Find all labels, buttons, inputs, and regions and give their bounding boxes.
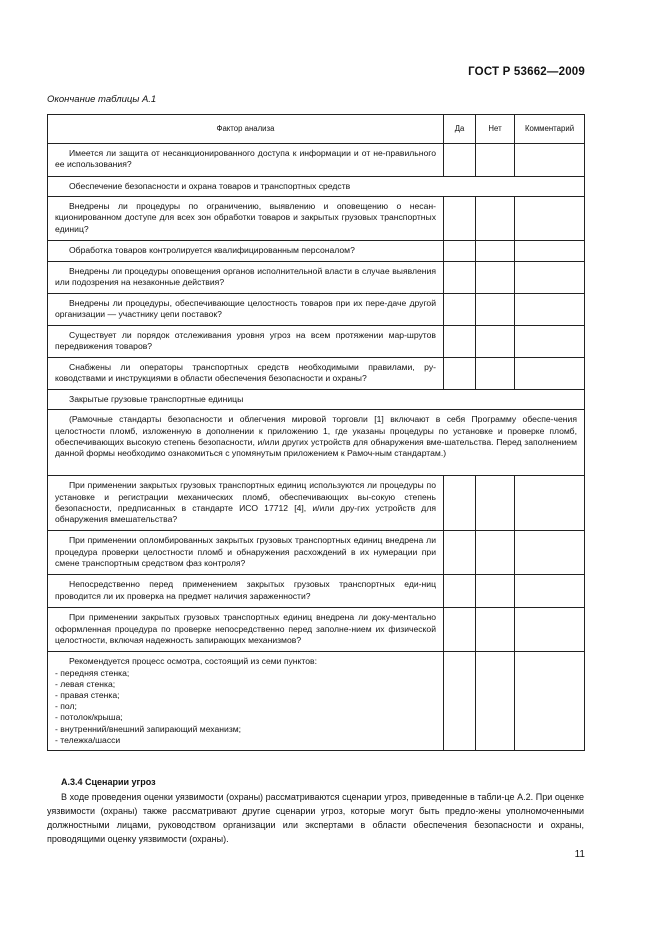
- yes-cell[interactable]: [444, 294, 476, 326]
- factor-cell: Внедрены ли процедуры, обеспечивающие целостность товаров при их пере-даче другой организации — участнику цепи поставок?: [48, 294, 444, 326]
- yes-cell[interactable]: [444, 197, 476, 241]
- list-item: - тележка/шасси: [55, 734, 121, 745]
- factor-cell: [48, 652, 444, 751]
- list-item: - пол;: [55, 701, 77, 712]
- comment-cell[interactable]: [515, 575, 585, 608]
- comment-cell[interactable]: [515, 197, 585, 241]
- comment-cell[interactable]: [515, 294, 585, 326]
- inspection-list: [55, 668, 436, 746]
- comment-cell[interactable]: [515, 262, 585, 294]
- section-title-cell: Закрытые грузовые транспортные единицы: [48, 390, 585, 410]
- yes-cell[interactable]: [444, 575, 476, 608]
- col-header-factor: Фактор анализа: [48, 115, 444, 144]
- yes-cell[interactable]: [444, 652, 476, 751]
- comment-cell[interactable]: [515, 241, 585, 262]
- factor-cell: При применении опломбированных закрытых грузовых транспортных единиц внедрена ли процедура проверки целостности пломб и обнаружения расхождений в их нумерации при смене транспортным средством фаз контроля?: [48, 531, 444, 575]
- no-cell[interactable]: [476, 476, 515, 531]
- table-note-row: [48, 410, 585, 476]
- col-header-no: Нет: [476, 115, 515, 144]
- factor-cell: При применении закрытых грузовых транспортных единиц используются ли процедуры по установке и регистрации механических пломб, обеспечивающих вы-сокую степень безопасности, предписанных в стандарте ИСО 17712 [4], и/или дру-гих устройств для обнаружения вмешательства?: [48, 476, 444, 531]
- yes-cell[interactable]: [444, 476, 476, 531]
- standard-designation: ГОСТ Р 53662—2009: [468, 66, 585, 78]
- comment-cell[interactable]: [515, 531, 585, 575]
- table-row: [48, 241, 585, 262]
- table-row: [48, 652, 585, 751]
- analysis-table: [47, 114, 585, 751]
- table-header-row: [48, 115, 585, 144]
- col-header-yes: Да: [444, 115, 476, 144]
- table-row: [48, 197, 585, 241]
- list-item: - потолок/крыша;: [55, 712, 123, 723]
- yes-cell[interactable]: [444, 531, 476, 575]
- comment-cell[interactable]: [515, 652, 585, 751]
- factor-cell: Снабжены ли операторы транспортных средств необходимыми правилами, ру-ководствами и инструкциями в области обеспечения безопасности и охраны?: [48, 358, 444, 390]
- no-cell[interactable]: [476, 531, 515, 575]
- no-cell[interactable]: [476, 144, 515, 177]
- table-row: [48, 476, 585, 531]
- col-header-comment: Комментарий: [515, 115, 585, 144]
- table-section-row: [48, 390, 585, 410]
- table-row: [48, 326, 585, 358]
- yes-cell[interactable]: [444, 262, 476, 294]
- factor-cell: Непосредственно перед применением закрытых грузовых транспортных еди-ниц проводится ли их проверка на предмет наличия зараженности?: [48, 575, 444, 608]
- no-cell[interactable]: [476, 197, 515, 241]
- note-cell: (Рамочные стандарты безопасности и облегчения мировой торговли [1] включают в себя Программу обеспе-чения целостности пломб, изложенную в дополнении к приложению 1, где указаны процедуры по установке и проверке пломб, обеспечивающих высокую степень безопасности, и/или других устройств для обнаружения вме-шательства. Перед заполнением данной формы необходимо ознакомиться с упомянутым приложением к Рамоч-ным стандартам.): [48, 410, 585, 476]
- list-item: - внутренний/внешний запирающий механизм;: [55, 723, 242, 734]
- list-item: - передняя стенка;: [55, 667, 130, 678]
- yes-cell[interactable]: [444, 358, 476, 390]
- no-cell[interactable]: [476, 575, 515, 608]
- table-row: [48, 608, 585, 652]
- no-cell[interactable]: [476, 652, 515, 751]
- yes-cell[interactable]: [444, 144, 476, 177]
- yes-cell[interactable]: [444, 326, 476, 358]
- table-caption: Окончание таблицы А.1: [47, 94, 157, 105]
- no-cell[interactable]: [476, 294, 515, 326]
- table-row: [48, 531, 585, 575]
- no-cell[interactable]: [476, 241, 515, 262]
- comment-cell[interactable]: [515, 608, 585, 652]
- no-cell[interactable]: [476, 358, 515, 390]
- page-number: 11: [574, 849, 585, 860]
- list-item: - правая стенка;: [55, 690, 120, 701]
- no-cell[interactable]: [476, 608, 515, 652]
- comment-cell[interactable]: [515, 476, 585, 531]
- factor-cell: Обработка товаров контролируется квалифицированным персоналом?: [48, 241, 444, 262]
- section-title-cell: Обеспечение безопасности и охрана товаров и транспортных средств: [48, 177, 585, 197]
- factor-cell: Существует ли порядок отслеживания уровня угроз на всем протяжении мар-шрутов передвижения товаров?: [48, 326, 444, 358]
- section-heading: А.3.4 Сценарии угроз: [61, 777, 156, 787]
- table-section-row: [48, 177, 585, 197]
- list-item: - левая стенка;: [55, 678, 116, 689]
- comment-cell[interactable]: [515, 326, 585, 358]
- factor-cell: Внедрены ли процедуры оповещения органов исполнительной власти в случае выявления или подозрения на незаконные действия?: [48, 262, 444, 294]
- comment-cell[interactable]: [515, 144, 585, 177]
- table-row: [48, 144, 585, 177]
- table-row: [48, 358, 585, 390]
- table-row: [48, 575, 585, 608]
- comment-cell[interactable]: [515, 358, 585, 390]
- yes-cell[interactable]: [444, 241, 476, 262]
- factor-cell: Внедрены ли процедуры по ограничению, выявлению и оповещению о несан-кционированном доступе для всех зон обработки товаров и закрытых грузовых транспортных единиц?: [48, 197, 444, 241]
- no-cell[interactable]: [476, 262, 515, 294]
- factor-cell: При применении закрытых грузовых транспортных единиц внедрена ли доку-ментально оформленная процедура по проверке непосредственно перед заполне-нием их физической целостности, включая надежность запирающих механизмов?: [48, 608, 444, 652]
- no-cell[interactable]: [476, 326, 515, 358]
- table-row: [48, 294, 585, 326]
- yes-cell[interactable]: [444, 608, 476, 652]
- section-paragraph: В ходе проведения оценки уязвимости (охраны) рассматриваются сценарии угроз, приведенные в табли-це А.2. При оценке уязвимости (охраны) также рассматривают другие сценарии угроз, которые могут быть предло-жены уполномоченными должностными лицами, руководством организации или экспертами в области обеспечения безопасности и охраны, проводящими оценку уязвимости (охраны).: [47, 792, 584, 844]
- inspection-intro: Рекомендуется процесс осмотра, состоящий из семи пунктов:: [69, 656, 317, 667]
- table-row: [48, 262, 585, 294]
- factor-cell: Имеется ли защита от несанкционированного доступа к информации и от не-правильного ее использования?: [48, 144, 444, 177]
